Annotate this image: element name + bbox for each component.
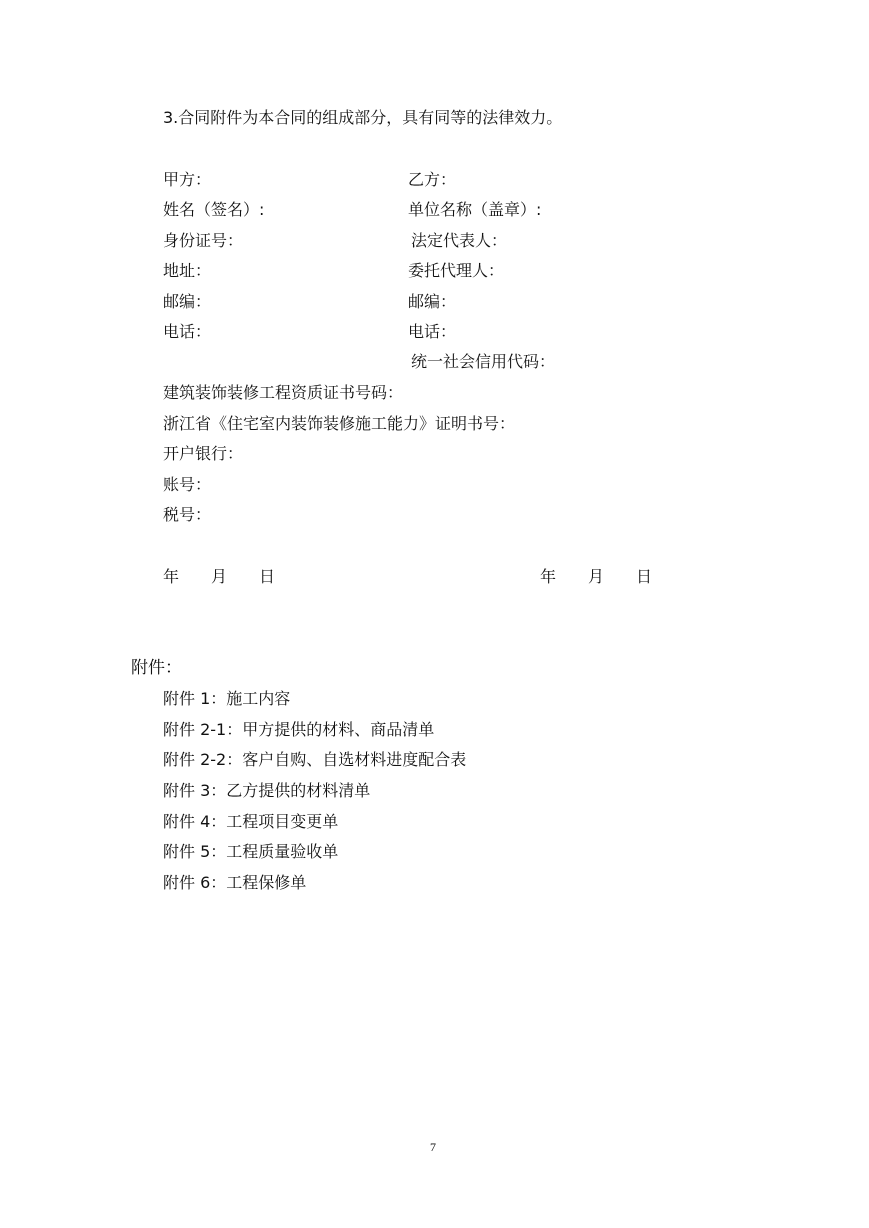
contract-clause: 3.合同附件为本合同的组成部分，具有同等的法律效力。 xyxy=(163,108,563,127)
party-a-date-day: 日 xyxy=(259,567,276,586)
party-a-postcode-label: 邮编： xyxy=(163,292,212,311)
party-b-date-year: 年 xyxy=(540,567,557,586)
page-number: 7 xyxy=(430,1140,436,1154)
party-a-name-label: 姓名（签名）: xyxy=(163,200,265,219)
party-b-unit-name-label: 单位名称（盖章）: xyxy=(408,200,542,219)
party-a-date-year: 年 xyxy=(163,567,180,586)
attachments-heading: 附件： xyxy=(131,658,182,678)
party-a-title: 甲方： xyxy=(163,170,212,189)
attachment-item: 附件 1：施工内容 xyxy=(163,689,291,708)
attachment-item: 附件 3：乙方提供的材料清单 xyxy=(163,781,371,800)
bank-label: 开户银行： xyxy=(163,444,244,463)
attachment-item: 附件 5：工程质量验收单 xyxy=(163,842,339,861)
attachment-item: 附件 6：工程保修单 xyxy=(163,873,307,892)
account-label: 账号： xyxy=(163,475,212,494)
party-b-agent-label: 委托代理人： xyxy=(408,261,505,280)
party-b-legal-rep-label: 法定代表人： xyxy=(411,231,508,250)
party-a-address-label: 地址： xyxy=(163,261,212,280)
party-b-title: 乙方： xyxy=(408,170,457,189)
party-a-phone-label: 电话： xyxy=(163,322,212,341)
attachment-item: 附件 4：工程项目变更单 xyxy=(163,812,339,831)
party-b-phone-label: 电话： xyxy=(408,322,457,341)
qualification-cert-label: 建筑装饰装修工程资质证书号码： xyxy=(163,383,404,402)
party-b-postcode-label: 邮编： xyxy=(408,292,457,311)
party-b-date-month: 月 xyxy=(588,567,605,586)
attachment-item: 附件 2-1：甲方提供的材料、商品清单 xyxy=(163,720,435,739)
zhejiang-cert-label: 浙江省《住宅室内装饰装修施工能力》证明书号： xyxy=(163,414,516,433)
party-a-id-label: 身份证号： xyxy=(163,231,244,250)
party-a-date-month: 月 xyxy=(211,567,228,586)
attachment-item: 附件 2-2：客户自购、自选材料进度配合表 xyxy=(163,750,467,769)
tax-number-label: 税号： xyxy=(163,505,212,524)
party-b-credit-code-label: 统一社会信用代码： xyxy=(411,352,556,371)
party-b-date-day: 日 xyxy=(636,567,653,586)
